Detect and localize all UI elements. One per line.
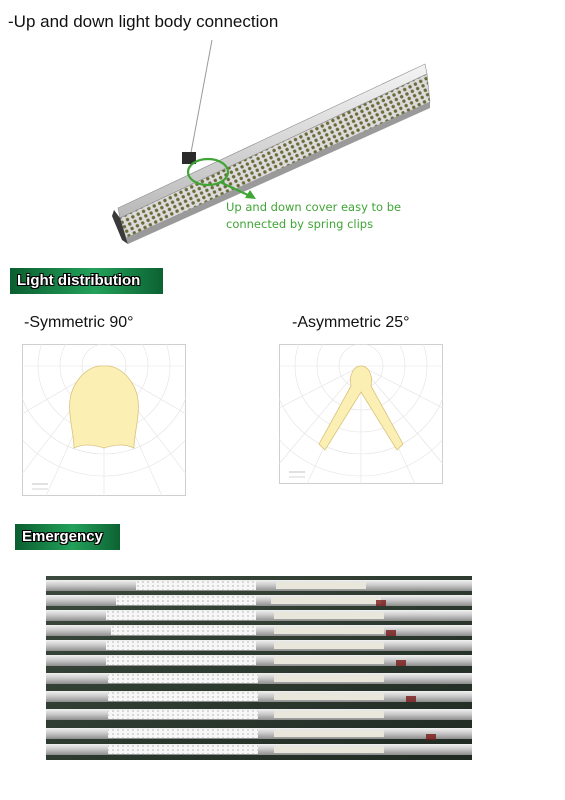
light-distribution-heading: Light distribution	[10, 268, 163, 294]
callout-line-1: Up and down cover easy to be	[226, 200, 402, 214]
asymmetric-label: -Asymmetric 25°	[292, 314, 410, 331]
spring-clip-callout	[226, 199, 401, 233]
asymmetric-polar-diagram	[279, 344, 443, 484]
suspension-wire	[190, 40, 212, 158]
symmetric-label: -Symmetric 90°	[24, 314, 134, 331]
emergency-fixtures-photo	[46, 576, 472, 760]
symmetric-polar-diagram	[22, 344, 186, 496]
emergency-heading: Emergency	[15, 524, 120, 550]
page-title: -Up and down light body connection	[8, 12, 279, 31]
callout-line-2: connected by spring clips	[226, 217, 374, 231]
symmetric-beam-shape	[70, 366, 139, 448]
